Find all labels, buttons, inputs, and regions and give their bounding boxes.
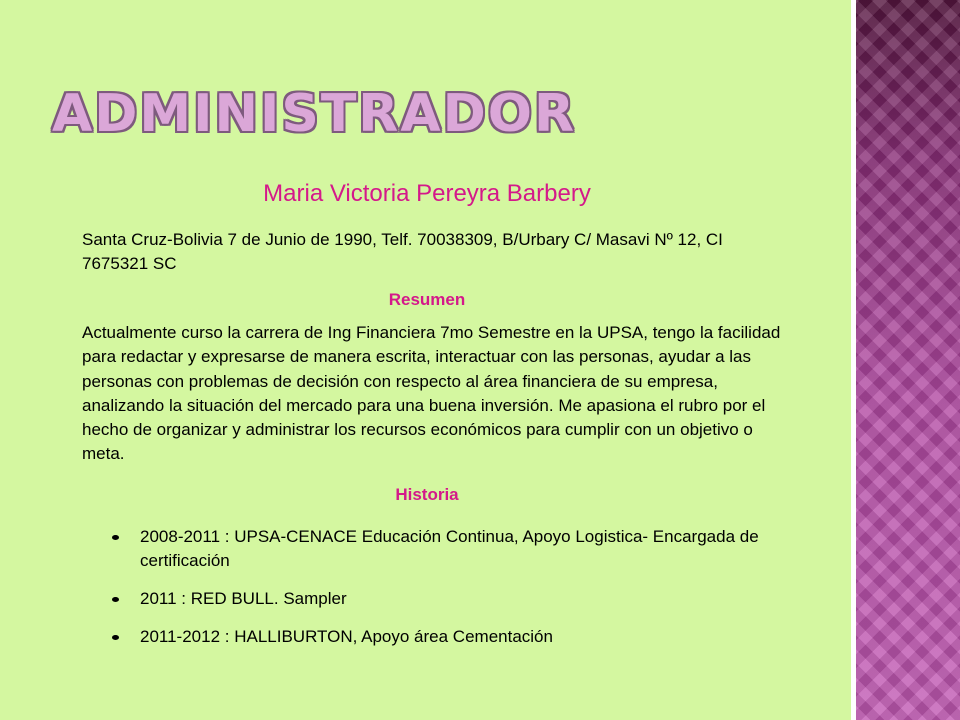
slide-title: ADMINISTRADOR <box>52 84 576 144</box>
resumen-heading: Resumen <box>388 290 466 309</box>
decorative-side-panel <box>856 0 960 720</box>
historia-heading: Historia <box>395 485 459 504</box>
bullet-icon <box>112 535 119 540</box>
contact-info: Santa Cruz-Bolivia 7 de Junio de 1990, Telf. 70038309, B/Urbary C/ Masavi Nº 12, CI 7675321 SC <box>82 230 723 273</box>
bullet-icon <box>112 635 119 640</box>
list-item <box>108 587 768 611</box>
history-item-text: 2011-2012 : HALLIBURTON, Apoyo área Cementación <box>140 627 553 646</box>
history-list <box>108 525 768 663</box>
resumen-text: Actualmente curso la carrera de Ing Financiera 7mo Semestre en la UPSA, tengo la facilidad para redactar y expresarse de manera escrita, interactuar con las personas, ayudar a las personas con problemas de decisión con respecto al área financiera de su empresa, analizando la situación del mercado para una buena inversión. Me apasiona el rubro por el hecho de organizar y administrar los recursos económicos para cumplir con un objetivo o meta. <box>82 323 781 464</box>
bullet-icon <box>112 597 119 602</box>
history-item-text: 2011 : RED BULL. Sampler <box>140 589 347 608</box>
person-name: Maria Victoria Pereyra Barbery <box>263 180 591 207</box>
history-item-text: 2008-2011 : UPSA-CENACE Educación Continua, Apoyo Logistica- Encargada de certificación <box>140 527 759 570</box>
list-item <box>108 525 768 573</box>
list-item <box>108 625 768 649</box>
